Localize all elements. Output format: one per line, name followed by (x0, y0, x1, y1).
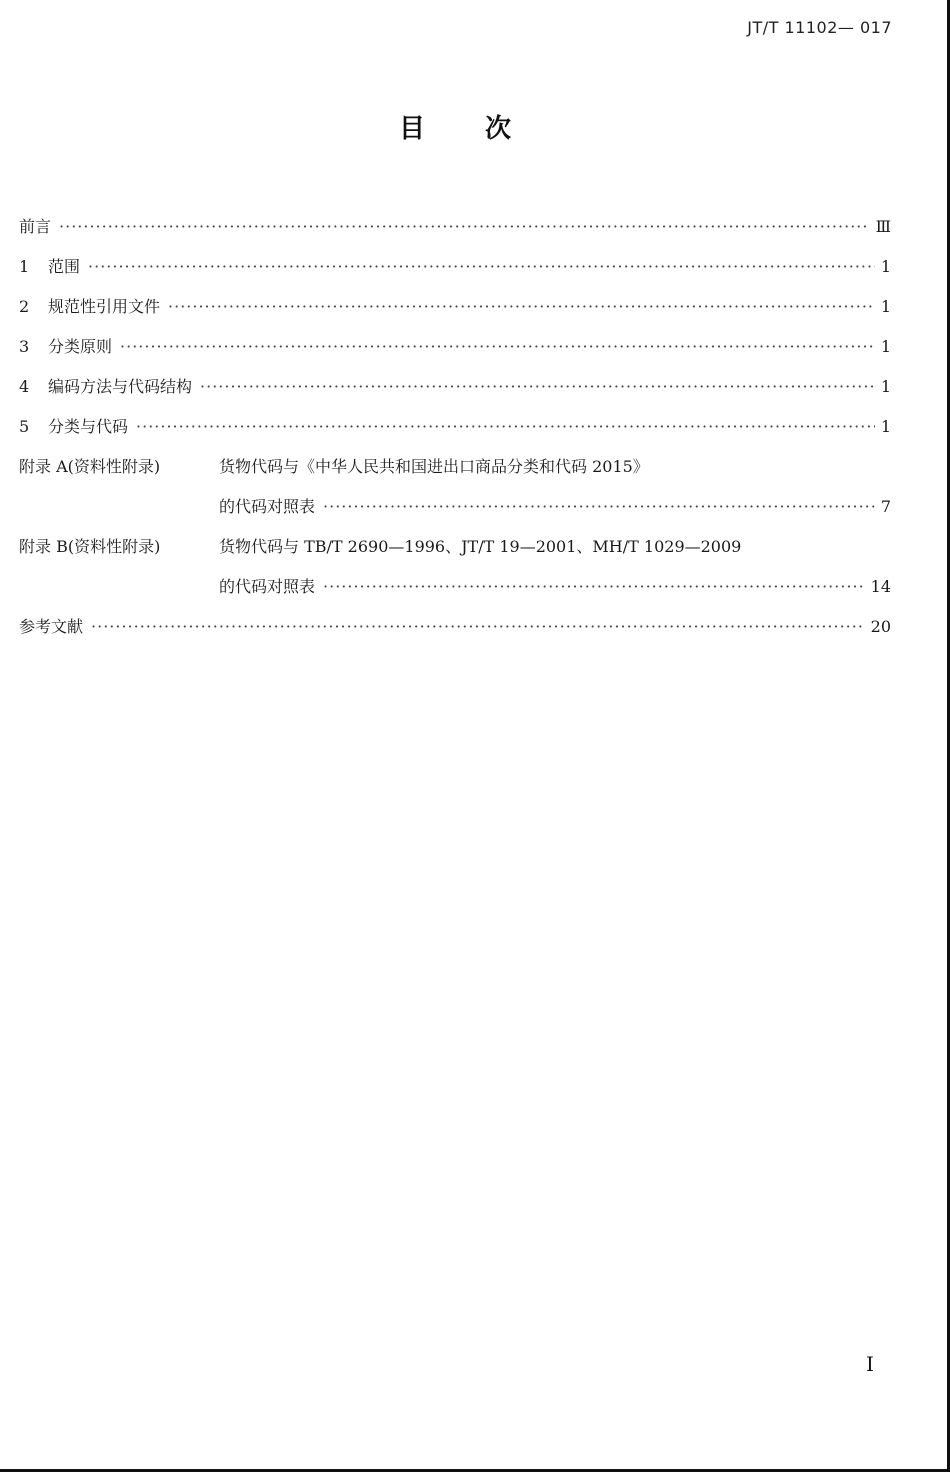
appendix-heading: 附录 A(资料性附录) (19, 457, 161, 476)
toc-entry-label: 范围 (48, 257, 81, 276)
toc-entry-label: 分类与代码 (48, 417, 129, 436)
toc-entry-page: 1 (880, 257, 891, 276)
toc-entry-classification-principles[interactable] (19, 317, 891, 357)
appendix-title-line2: 的代码对照表 (219, 577, 316, 596)
toc-entry-classification-codes[interactable] (19, 397, 891, 437)
leader-dots (168, 297, 875, 317)
page-number: I (866, 1352, 874, 1376)
toc-entry-page: Ⅲ (875, 217, 891, 236)
toc-entry-number: 2 (19, 297, 30, 316)
leader-dots (323, 497, 875, 517)
toc-entry-appendix-b[interactable] (19, 517, 891, 557)
toc-entry-page: 1 (880, 417, 891, 436)
toc-entry-page: 7 (880, 497, 891, 516)
toc-entry-normative-references[interactable] (19, 277, 891, 317)
toc-entry-appendix-a[interactable] (19, 437, 891, 477)
toc-entry-label: 分类原则 (48, 337, 113, 356)
toc-entry-page: 1 (880, 337, 891, 356)
appendix-title-line1: 货物代码与《中华人民共和国进出口商品分类和代码 2015》 (219, 457, 649, 476)
standard-code: JT/T 11102— 017 (747, 18, 892, 37)
appendix-heading: 附录 B(资料性附录) (19, 537, 161, 556)
leader-dots (323, 577, 865, 597)
toc-entry-appendix-b-cont[interactable] (19, 557, 891, 597)
leader-dots (120, 337, 875, 357)
toc-entry-label: 规范性引用文件 (48, 297, 161, 316)
appendix-title-line2: 的代码对照表 (219, 497, 316, 516)
leader-dots (91, 617, 865, 637)
toc-entry-label: 前言 (19, 217, 52, 236)
toc-entry-label: 参考文献 (19, 617, 84, 636)
toc-entry-page: 1 (880, 297, 891, 316)
leader-dots (59, 217, 870, 237)
toc-entry-number: 4 (19, 377, 30, 396)
toc-entry-number: 1 (19, 257, 30, 276)
toc-entry-coding-method[interactable] (19, 357, 891, 397)
page-title: 目次 (398, 114, 571, 144)
toc-entry-references[interactable] (19, 597, 891, 637)
toc-entry-foreword[interactable] (19, 197, 891, 237)
toc-entry-appendix-a-cont[interactable] (19, 477, 891, 517)
toc-entry-number: 5 (19, 417, 30, 436)
toc-entry-label: 编码方法与代码结构 (48, 377, 193, 396)
toc-entry-number: 3 (19, 337, 30, 356)
leader-dots (136, 417, 875, 437)
toc-entry-page: 14 (870, 577, 891, 596)
toc-entry-page: 1 (880, 377, 891, 396)
toc-entry-scope[interactable] (19, 237, 891, 277)
table-of-contents (19, 197, 891, 637)
toc-entry-page: 20 (870, 617, 891, 636)
leader-dots (88, 257, 875, 277)
appendix-title-line1: 货物代码与 TB/T 2690—1996、JT/T 19—2001、MH/T 1029—2009 (219, 537, 742, 556)
leader-dots (200, 377, 875, 397)
